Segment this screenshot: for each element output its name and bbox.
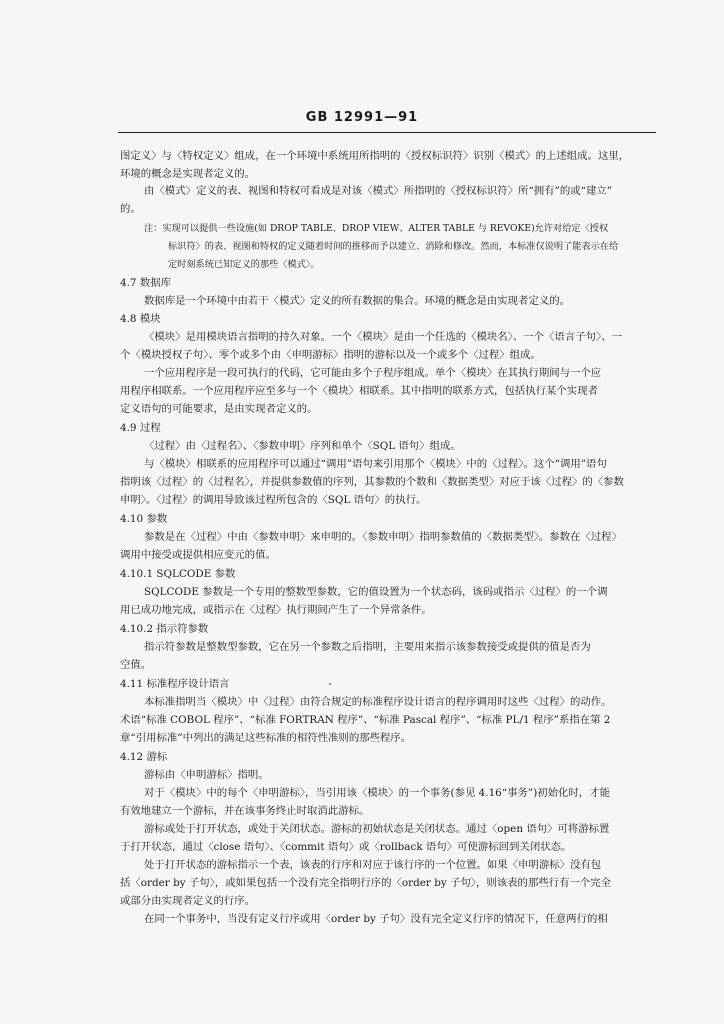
paragraph-line: 与〈模块〉相联系的应用程序可以通过“调用”语句来引用那个〈模块〉中的〈过程〉。这个“调用”语句 (144, 458, 607, 470)
paragraph-line: 一个应用程序是一段可执行的代码，它可能由多个子程序组成。单个〈模块〉在其执行期间与一个应 (144, 367, 602, 379)
paragraph-line: 用程序相联系。一个应用程序应至多与一个〈模块〉相联系。其中指明的联系方式，包括执行某个实现者 (120, 385, 598, 397)
paragraph-line: 用已成功地完成，或指示在〈过程〉执行期间产生了一个异常条件。 (120, 604, 432, 616)
section-heading: 4.9 过程 (120, 422, 161, 434)
paragraph-line: 〈过程〉由〈过程名〉、〈参数申明〉序列和单个〈SQL 语句〉组成。 (144, 440, 461, 452)
paragraph-line: 环境的概念是实现者定义的。 (120, 168, 256, 180)
paragraph-line: 调用中接受或提供相应变元的值。 (120, 549, 276, 561)
section-heading: 4.11 标准程序设计语言 (120, 678, 230, 690)
paragraph-line: 指示符参数是整数型参数，它在另一个参数之后指明，主要用来指示该参数接受或提供的值是否为 (144, 641, 591, 653)
section-heading: 4.8 模块 (120, 313, 161, 325)
section-heading: 4.10.2 指示符参数 (120, 623, 209, 635)
paragraph-line: 数据库是一个环境中由若干〈模式〉定义的所有数据的集合。环境的概念是由实现者定义的。 (144, 295, 571, 307)
section-heading: 4.10 参数 (120, 513, 168, 525)
paragraph-line: 对于〈模块〉中的每个〈申明游标〉，当引用该〈模块〉的一个事务(参见 4.16“事务”)初始化时，才能 (144, 787, 610, 799)
paragraph-line: 由〈模式〉定义的表、视图和特权可看成是对该〈模式〉所指明的〈授权标识符〉所“拥有”的或“建立” (144, 185, 613, 197)
paragraph-line: 定义语句的可能要求，是由实现者定义的。 (120, 403, 318, 415)
paragraph-line: 括〈order by 子句〉，或如果包括一个没有完全指明行序的〈order by 子句〉，则该表的那些行有一个完全 (120, 877, 612, 889)
paragraph-line: 空值。 (120, 659, 152, 671)
paragraph-line: 参数是在〈过程〉中由〈参数申明〉来申明的。〈参数申明〉指明参数值的〈数据类型〉。参数在〈过程〉 (144, 531, 622, 543)
paragraph-line: SQLCODE 参数是一个专用的整数型参数，它的值设置为一个状态码，该码或指示〈过程〉的一个调 (144, 586, 608, 598)
paragraph-line: 〈模块〉是用模块语言指明的持久对象。一个〈模块〉是由一个任选的〈模块名〉、一个〈语言子句〉、一 (144, 331, 622, 343)
paragraph-line: 在同一个事务中，当没有定义行序或用〈order by 子句〉没有完全定义行序的情况下，任意两行的相 (144, 913, 608, 925)
paragraph-line: 图定义〉与〈特权定义〉组成，在一个环境中系统用所指明的〈授权标识符〉识别〈模式〉的上述组成。这里， (120, 150, 630, 162)
note-line: 注：实现可以提供一些设施(如 DROP TABLE、DROP VIEW、ALTER TABLE 与 REVOKE)允许对给定〈授权 (144, 223, 609, 234)
paragraph-line: 术语“标准 COBOL 程序”、“标准 FORTRAN 程序”、“标准 Pascal 程序”、“标准 PL/1 程序”系指在第 2 (120, 714, 611, 726)
section-heading: 4.10.1 SQLCODE 参数 (120, 568, 236, 580)
paragraph-line: 或部分由实现者定义的行序。 (120, 895, 256, 907)
paragraph-line: 申明〉。〈过程〉的调用导致该过程所包含的〈SQL 语句〉的执行。 (120, 494, 427, 506)
section-heading: 4.12 游标 (120, 751, 168, 763)
paragraph-line: 于打开状态，通过〈close 语句〉、〈commit 语句〉或〈rollback 语句〉可使游标回到关闭状态。 (120, 841, 572, 853)
paragraph-line: 游标由〈申明游标〉指明。 (144, 769, 269, 781)
standard-number-header: GB 12991—91 (305, 110, 419, 125)
paragraph-line: 的。 (120, 203, 141, 215)
section-heading: 4.7 数据库 (120, 277, 171, 289)
paragraph-line: 指明该〈过程〉的〈过程名〉，并提供参数值的序列，其参数的个数和〈数据类型〉对应于该〈过程〉的〈参数 (120, 476, 624, 488)
paragraph-line: 游标或处于打开状态，或处于关闭状态。游标的初始状态是关闭状态。通过〈open 语句〉可将游标置 (144, 823, 610, 835)
paragraph-line: 有效地建立一个游标，并在该事务终止时取消此游标。 (120, 805, 370, 817)
paragraph-line: 本标准指明当〈模块〉中〈过程〉由符合规定的标准程序设计语言的程序调用时这些〈过程〉的动作。 (144, 696, 612, 708)
scan-speck (329, 683, 331, 685)
paragraph-line: 章“引用标准”中列出的满足这些标准的相符性准则的那些程序。 (120, 732, 412, 744)
note-line: 定时刻系统已知定义的那些〈模式〉。 (168, 259, 320, 270)
paragraph-line: 个〈模块授权子句〉、零个或多个由〈申明游标〉指明的游标以及一个或多个〈过程〉组成。 (120, 349, 541, 361)
paragraph-line: 处于打开状态的游标指示一个表，该表的行序和对应于该行序的一个位置。如果〈申明游标〉没有包 (144, 859, 602, 871)
note-line: 标识符〉的表、视图和特权的定义随着时间的推移而予以建立、消除和修改。然而，本标准仅说明了能表示在给 (168, 241, 619, 252)
header-rule (118, 132, 656, 133)
